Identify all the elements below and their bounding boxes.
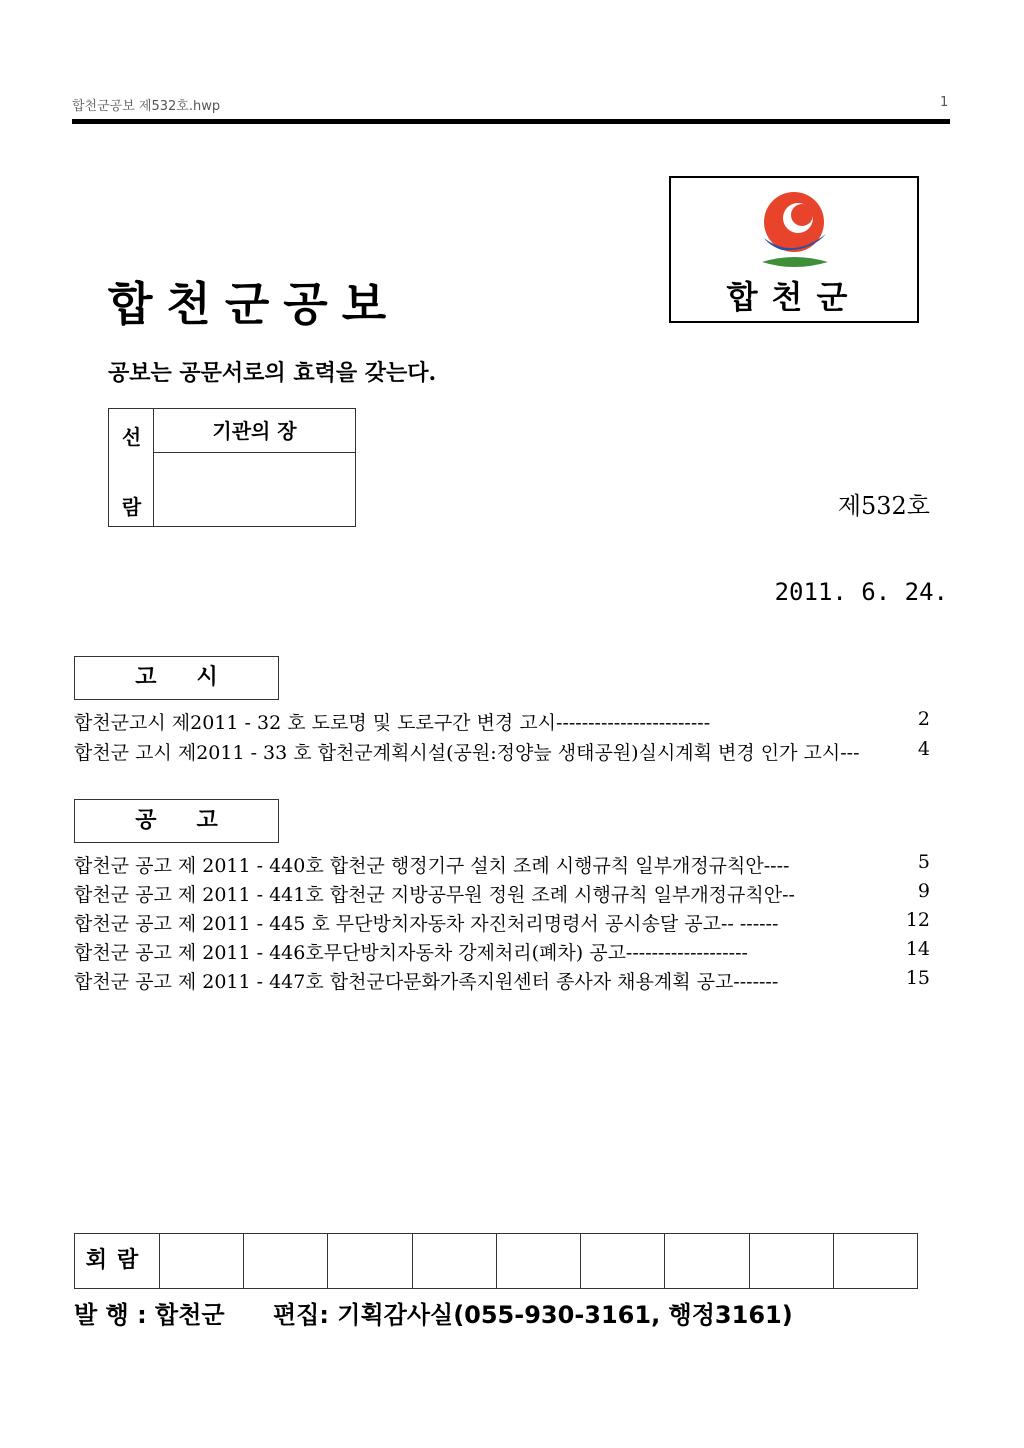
toc-item-page: 14 [905, 938, 930, 960]
header-file-name: 합천군공보 제532호.hwp [72, 99, 221, 114]
subtitle: 공보는 공문서로의 효력을 갖는다. [108, 360, 437, 386]
review-signature-cell [580, 1234, 664, 1288]
toc-item-page: 5 [917, 851, 930, 873]
toc-row[interactable] [74, 909, 930, 937]
review-signature-cell [833, 1234, 917, 1288]
review-table [74, 1233, 918, 1289]
header-page-number: 1 [940, 95, 949, 110]
toc-row[interactable] [74, 708, 930, 736]
toc-item-page: 12 [905, 909, 930, 931]
circulation-label-cell [109, 409, 154, 526]
review-signature-cell [327, 1234, 411, 1288]
review-signature-cell [243, 1234, 327, 1288]
header-rule [72, 119, 950, 124]
review-signature-cell [664, 1234, 748, 1288]
toc-item-text: 합천군 공고 제 2011 - 440호 합천군 행정기구 설치 조례 시행규칙 일부개정규칙안---- [74, 855, 790, 877]
publisher: 발 행 : 합천군 [74, 1301, 225, 1329]
review-signature-cell [496, 1234, 580, 1288]
toc-item-page: 9 [917, 880, 930, 902]
review-label: 회람 [85, 1248, 149, 1273]
issue-number: 제532호 [837, 492, 930, 520]
toc-item-text: 합천군 공고 제 2011 - 447호 합천군다문화가족지원센터 종사자 채용계획 공고------- [74, 971, 779, 993]
toc-item-page: 2 [917, 708, 930, 730]
agency-head-label: 기관의 장 [154, 409, 355, 453]
toc-row[interactable] [74, 938, 930, 966]
toc-row[interactable] [74, 967, 930, 995]
toc-row[interactable] [74, 851, 930, 879]
editor-info: 편집: 기획감사실(055-930-3161, 행정3161) [272, 1301, 793, 1329]
toc-item-text: 합천군 공고 제 2011 - 441호 합천군 지방공무원 정원 조례 시행규칙 일부개정규칙안-- [74, 884, 795, 906]
toc-row[interactable] [74, 738, 930, 766]
footer [74, 1295, 833, 1330]
toc-item-page: 15 [905, 967, 930, 989]
circulation-char-2: 람 [121, 495, 142, 519]
review-signature-cell [159, 1234, 243, 1288]
section-title-notice: 고시 [74, 656, 279, 700]
toc-item-page: 4 [917, 738, 930, 760]
review-signature-cell [749, 1234, 833, 1288]
toc-item-text: 합천군 공고 제 2011 - 446호무단방치자동차 강제처리(폐차) 공고------------------- [74, 942, 748, 964]
toc-row[interactable] [74, 880, 930, 908]
toc-item-text: 합천군 공고 제 2011 - 445 호 무단방치자동차 자진처리명령서 공시송달 공고-- ------ [74, 913, 779, 935]
toc-item-text: 합천군고시 제2011 - 32 호 도로명 및 도로구간 변경 고시------------------------ [74, 712, 711, 734]
page-title: 합천군공보 [108, 277, 401, 331]
circulation-char-1: 선 [121, 425, 142, 449]
toc-item-text: 합천군 고시 제2011 - 33 호 합천군계획시설(공원:정양늪 생태공원)실시계획 변경 인가 고시--- [74, 742, 860, 764]
logo-text: 합천군 [726, 278, 862, 316]
circulation-table [108, 408, 356, 527]
review-signature-cell [412, 1234, 496, 1288]
hapcheon-emblem-icon [752, 188, 836, 278]
issue-date: 2011. 6. 24. [774, 578, 948, 606]
section-title-announcement: 공고 [74, 799, 279, 843]
